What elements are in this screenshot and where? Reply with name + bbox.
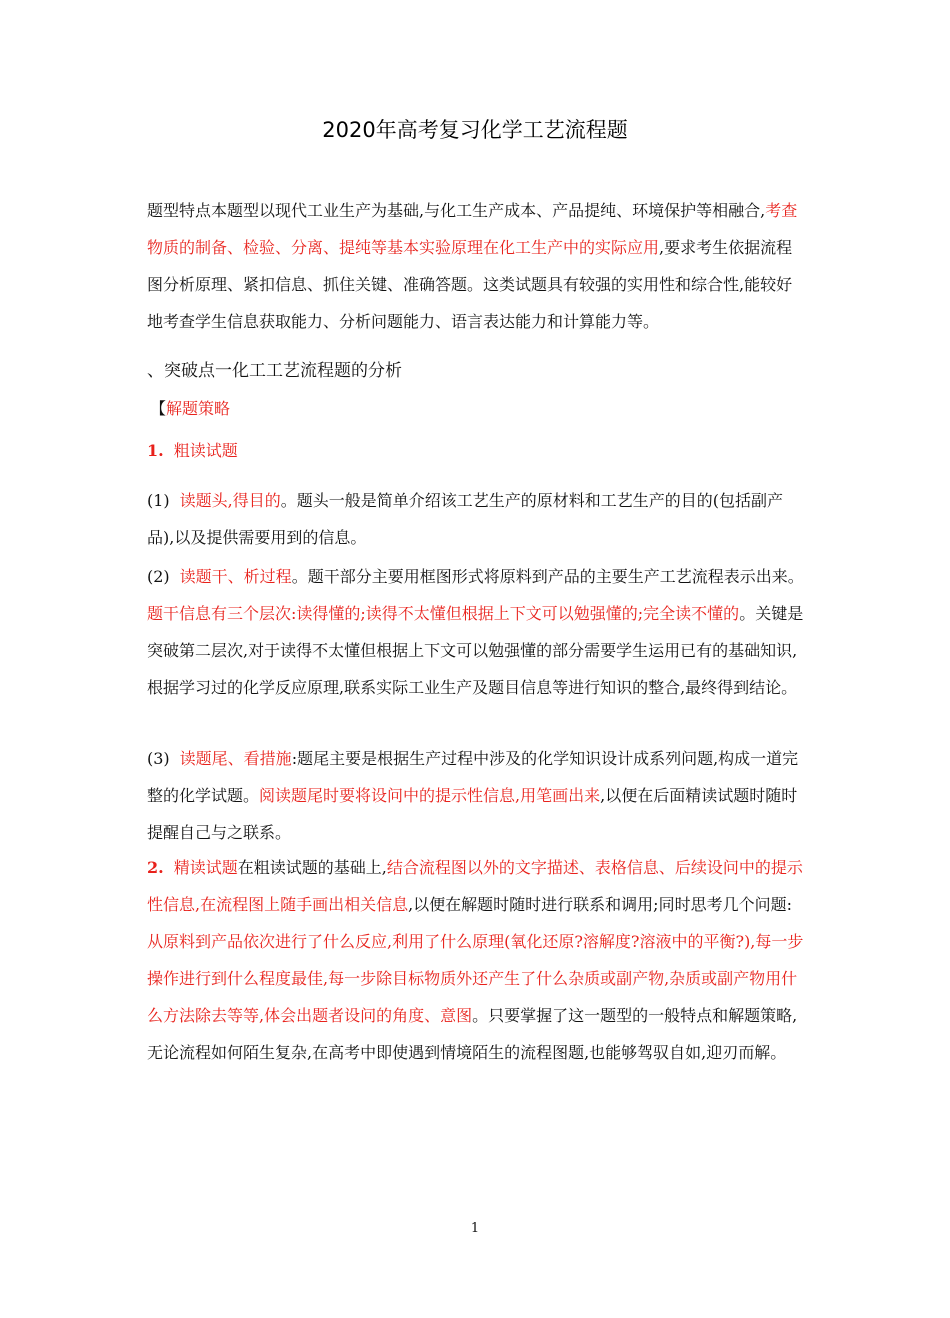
document-title: 2020年高考复习化学工艺流程题 xyxy=(322,118,628,142)
step2-text-3: 。只要掌握了这一题型的一般特点和解题策略,无论流程如何陌生复杂,在高考中即使遇到情境陌生的流程图题,也能够驾驭自如,迎刃而解。 xyxy=(147,1006,798,1062)
intro-highlight: 考查物质的制备、检验、分离、提纯等基本实验原理在化工生产中的实际应用 xyxy=(147,201,798,257)
item1-highlight: 读题头,得目的 xyxy=(179,491,281,510)
step2-highlight-1: 精读试题 xyxy=(173,858,238,877)
strategy-bracket: 【 xyxy=(150,399,167,418)
step1-number: 1. xyxy=(147,441,164,460)
section-heading: 、突破点一化工工艺流程题的分析 xyxy=(147,361,402,381)
strategy-label: 解题策略 xyxy=(166,399,231,418)
step2-text-2: ,以便在解题时随时进行联系和调用;同时思考几个问题: xyxy=(408,895,792,914)
intro-text-c: ,要求考生依据流程图分析原理、紧扣信息、抓住关键、准确答题。这类试题具有较强的实用性和综合性,能较好地考查学生信息获取能力、分析问题能力、语言表达能力和计算能力等。 xyxy=(147,238,793,331)
step2-text-1: 在粗读试题的基础上, xyxy=(237,858,387,877)
item2-number: (2) xyxy=(147,567,170,586)
item1-text: 。题头一般是简单介绍该工艺生产的原材料和工艺生产的目的(包括副产品),以及提供需要用到的信息。 xyxy=(147,491,784,547)
item1-paragraph xyxy=(147,482,807,556)
item3-highlight-1: 读题尾、看措施 xyxy=(179,749,292,768)
item3-text-1: :题尾主要是根据生产过程中涉及的化学知识设计成系列问题,构成一道完整的化学试题。 xyxy=(147,749,799,805)
intro-paragraph xyxy=(147,192,807,340)
step2-highlight-2: 结合流程图以外的文字描述、表格信息、后续设问中的提示性信息,在流程图上随手画出相关信息 xyxy=(147,858,803,914)
item2-text-1: 。题干部分主要用框图形式将原料到产品的主要生产工艺流程表示出来。 xyxy=(291,567,804,586)
step2-number: 2. xyxy=(147,858,164,877)
step2-highlight-3: 从原料到产品依次进行了什么反应,利用了什么原理(氧化还原?溶解度?溶液中的平衡?),每一步操作进行到什么程度最佳,每一步除目标物质外还产生了什么杂质或副产物,杂质或副产物用什么方法除去等等,体会出题者设问的角度、意图 xyxy=(147,932,804,1025)
step1-label: 粗读试题 xyxy=(173,441,238,460)
item3-paragraph xyxy=(147,740,807,851)
page-number: 1 xyxy=(470,1221,480,1236)
item1-number: (1) xyxy=(147,491,170,510)
item2-text-2: 。关键是突破第二层次,对于读得不太懂但根据上下文可以勉强懂的部分需要学生运用已有的基础知识,根据学习过的化学反应原理,联系实际工业生产及题目信息等进行知识的整合,最终得到结论。 xyxy=(147,604,804,697)
item2-highlight-2: 题干信息有三个层次:读得懂的;读得不太懂但根据上下文可以勉强懂的;完全读不懂的 xyxy=(147,604,740,623)
item2-paragraph xyxy=(147,558,807,706)
item3-text-2: ,以便在后面精读试题时随时提醒自己与之联系。 xyxy=(147,786,798,842)
item3-highlight-2: 阅读题尾时要将设问中的提示性信息,用笔画出来 xyxy=(259,786,601,805)
step2-paragraph xyxy=(147,849,807,1071)
item3-number: (3) xyxy=(147,749,170,768)
item2-highlight-1: 读题干、析过程 xyxy=(179,567,292,586)
strategy-heading xyxy=(150,396,230,419)
intro-text-a: 题型特点本题型以现代工业生产为基础,与化工生产成本、产品提纯、环境保护等相融合, xyxy=(147,201,766,220)
step1-heading xyxy=(147,438,238,461)
